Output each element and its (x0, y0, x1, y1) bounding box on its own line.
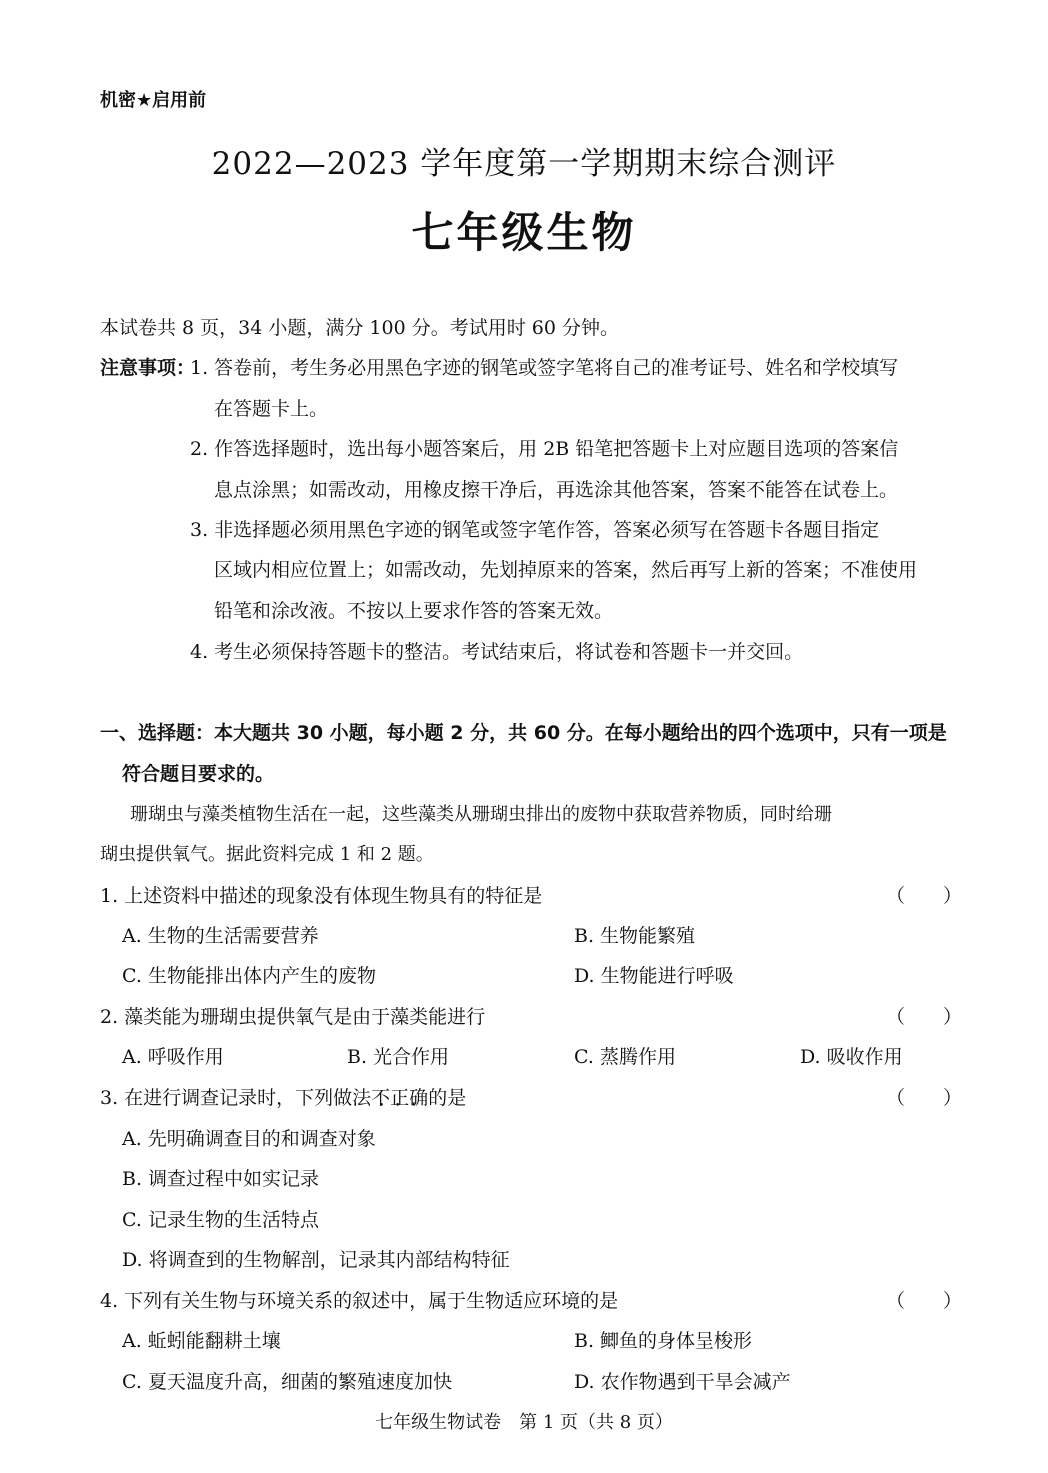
q2-option-b: B. 光合作用 (347, 1046, 450, 1068)
q2-option-d: D. 吸收作用 (800, 1046, 903, 1068)
secret-label: 机密★启用前 (100, 90, 207, 111)
q3-option-b: B. 调查过程中如实记录 (122, 1168, 320, 1190)
exam-title: 2022—2023 学年度第一学期期末综合测评 (211, 146, 837, 182)
page-footer: 七年级生物试卷 第 1 页（共 8 页） (375, 1412, 673, 1433)
question-1-stem: 1. 上述资料中描述的现象没有 • •体现生物具有的特征是 (100, 881, 542, 908)
question-3-stem: 3. 在进行调查记录时，下列做法不正确 • • •的是 (100, 1083, 466, 1110)
intro-text: 本试卷共 8 页，34 小题，满分 100 分。考试用时 60 分钟。 (100, 317, 619, 339)
q1-option-c: C. 生物能排出体内产生的废物 (122, 965, 376, 987)
answer-paren: （ ） (886, 1006, 963, 1028)
answer-paren: （ ） (886, 1087, 963, 1109)
q2-option-a: A. 呼吸作用 (122, 1046, 224, 1068)
section1-heading-line1: 一、选择题：本大题共 30 小题，每小题 2 分，共 60 分。在每小题给出的四个选项中，只有一项是 (100, 722, 947, 744)
subject-title: 七年级生物 (411, 208, 637, 257)
emphasis-text: 没有 • • (314, 885, 352, 907)
q3-option-d: D. 将调查到的生物解剖，记录其内部结构特征 (122, 1249, 510, 1271)
note-3-line-3: 铅笔和涂改液。不按以上要求作答的答案无效。 (214, 600, 614, 622)
q4-option-b: B. 鲫鱼的身体呈梭形 (574, 1330, 753, 1352)
q3-option-a: A. 先明确调查目的和调查对象 (122, 1128, 376, 1150)
notes-label: 注意事项： (100, 357, 196, 379)
note-3-line-2: 区域内相应位置上；如需改动，先划掉原来的答案，然后再写上新的答案；不准使用 (214, 559, 918, 581)
material-line2: 瑚虫提供氧气。据此资料完成 1 和 2 题。 (100, 844, 434, 865)
q1-option-b: B. 生物能繁殖 (574, 925, 696, 947)
q4-option-c: C. 夏天温度升高，细菌的繁殖速度加快 (122, 1371, 452, 1393)
note-1-line-2: 在答题卡上。 (214, 398, 329, 420)
material-line1: 珊瑚虫与藻类植物生活在一起，这些藻类从珊瑚虫排出的废物中获取营养物质，同时给珊 (130, 804, 832, 825)
note-3-line-1: 3. 非选择题必须用黑色字迹的钢笔或签字笔作答，答案必须写在答题卡各题目指定 (190, 519, 880, 541)
question-4-stem: 4. 下列有关生物与环境关系的叙述中，属于生物适应环境的是 (100, 1290, 619, 1312)
note-4-line-1: 4. 考生必须保持答题卡的整洁。考试结束后，将试卷和答题卡一并交回。 (190, 641, 804, 663)
q4-option-a: A. 蚯蚓能翻耕土壤 (122, 1330, 281, 1352)
note-1-line-1: 1. 答卷前，考生务必用黑色字迹的钢笔或签字笔将自己的准考证号、姓名和学校填写 (190, 357, 899, 379)
q1-option-d: D. 生物能进行呼吸 (574, 965, 734, 987)
q2-option-c: C. 蒸腾作用 (574, 1046, 676, 1068)
section1-heading-line2: 符合题目要求的。 (122, 763, 275, 785)
note-2-line-1: 2. 作答选择题时，选出每小题答案后，用 2B 铅笔把答题卡上对应题目选项的答案信 (190, 438, 899, 460)
answer-paren: （ ） (886, 1290, 963, 1312)
emphasis-text: 不正确 • • • (371, 1087, 428, 1109)
note-2-line-2: 息点涂黑；如需改动，用橡皮擦干净后，再选涂其他答案，答案不能答在试卷上。 (214, 479, 899, 501)
q3-option-c: C. 记录生物的生活特点 (122, 1209, 319, 1231)
answer-paren: （ ） (886, 885, 963, 907)
question-2-stem: 2. 藻类能为珊瑚虫提供氧气是由于藻类能进行 (100, 1006, 486, 1028)
q1-option-a: A. 生物的生活需要营养 (122, 925, 319, 947)
q4-option-d: D. 农作物遇到干旱会减产 (574, 1371, 791, 1393)
